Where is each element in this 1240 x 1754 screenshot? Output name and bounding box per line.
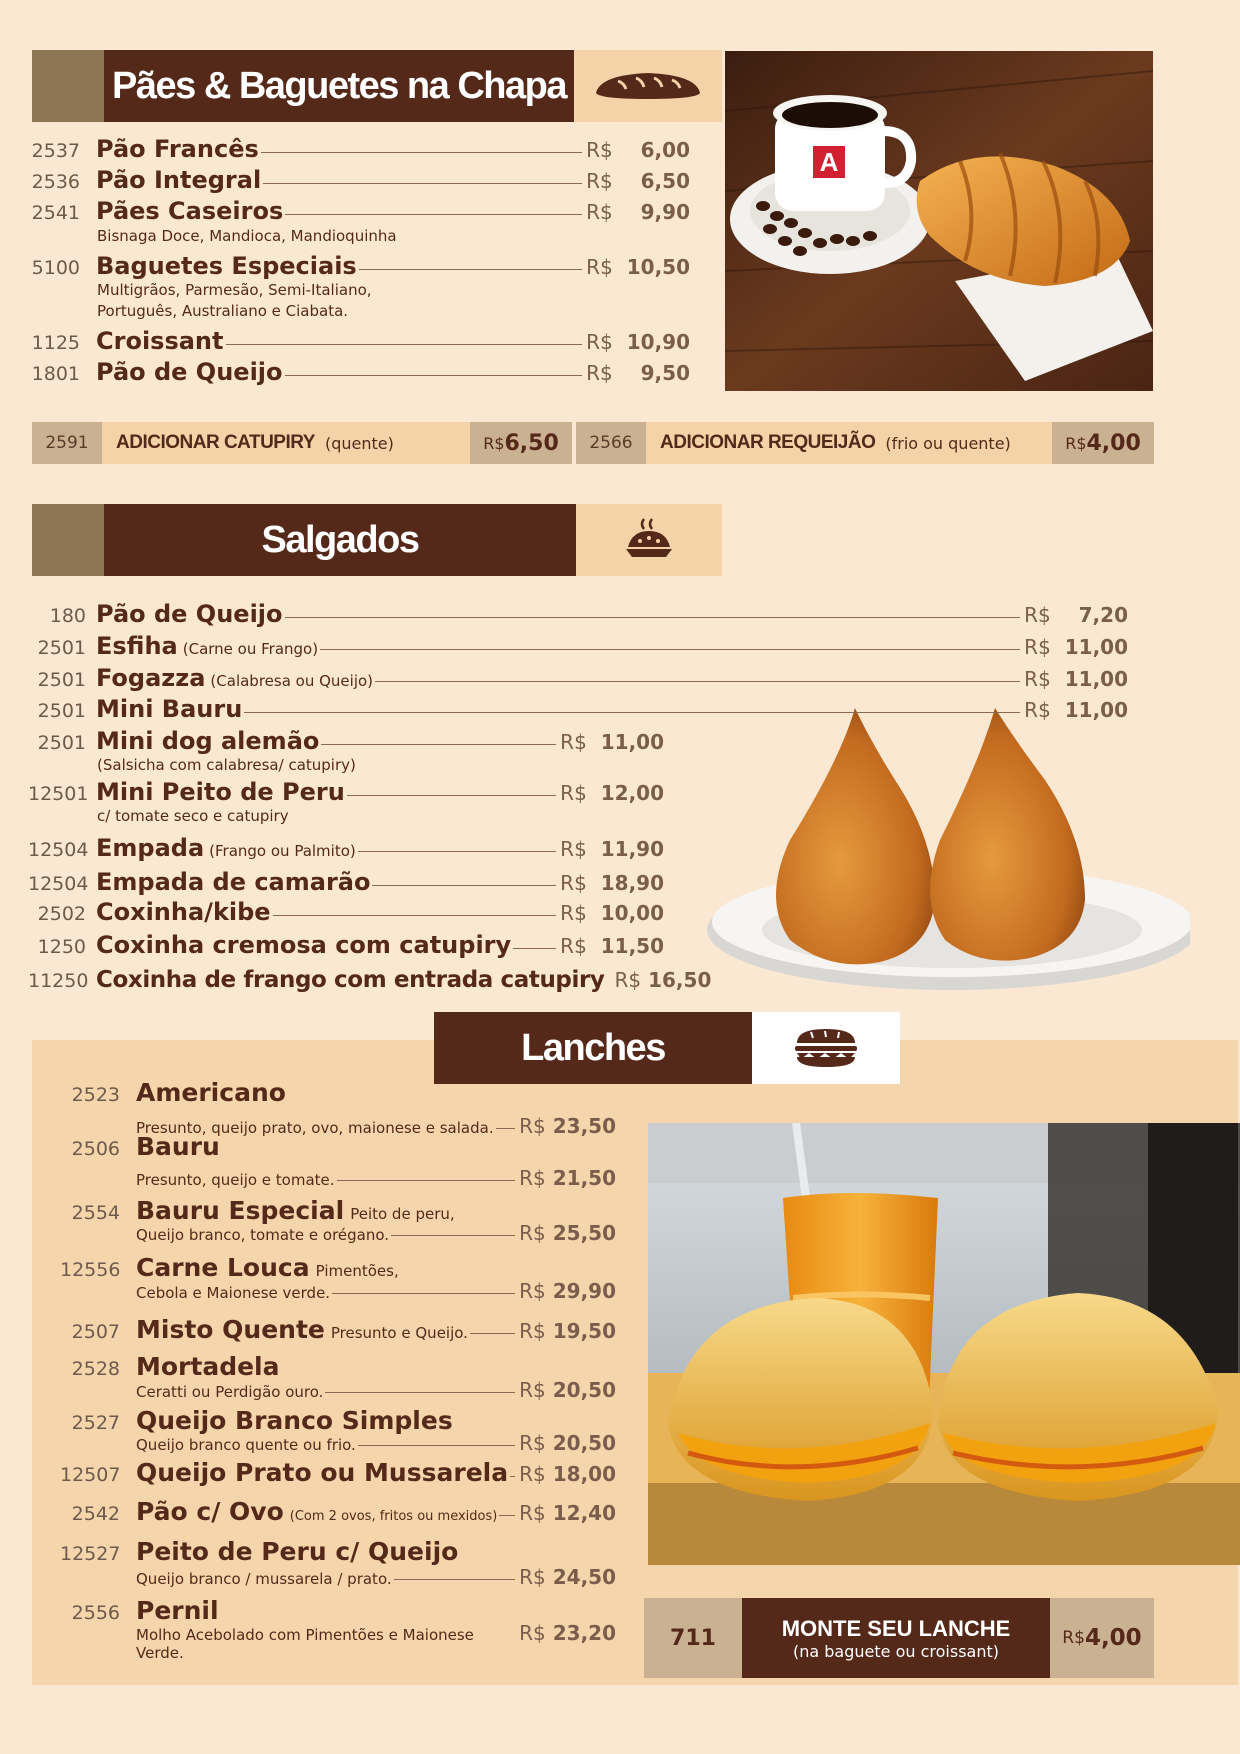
dot-leader <box>263 183 582 184</box>
menu-item-carne-louca <box>60 1253 399 1282</box>
pie-icon-box <box>576 504 722 576</box>
item-description: Queijo branco quente ou frio. <box>136 1436 356 1454</box>
dot-leader <box>285 214 582 215</box>
addon-code: 2591 <box>32 422 102 464</box>
item-code: 1250 <box>37 936 86 958</box>
section-title-paes: Pães & Baguetes na Chapa <box>104 50 574 122</box>
item-code: 2554 <box>71 1202 120 1224</box>
monte-title: MONTE SEU LANCHE <box>781 1615 1011 1641</box>
menu-item-baguetes-especiais <box>28 252 690 280</box>
item-name: Pernil <box>136 1596 219 1625</box>
item-name: Pães Caseiros <box>96 197 284 225</box>
menu-item-esfiha <box>28 632 1128 660</box>
item-name: Pão Integral <box>96 166 262 194</box>
menu-item-empada <box>28 834 664 862</box>
menu-item-bauru-especial-detail <box>136 1221 616 1245</box>
menu-item-mortadela <box>60 1352 280 1381</box>
item-price: R$ 7,20 <box>1024 603 1128 627</box>
item-code: 2501 <box>37 637 86 659</box>
item-name: Empada de camarão <box>96 868 371 896</box>
dot-leader <box>394 1579 516 1580</box>
coxinha-photo <box>690 700 1190 1012</box>
menu-item-pao-integral <box>28 166 690 194</box>
dot-leader <box>358 851 556 852</box>
menu-item-bauru-detail <box>136 1166 616 1190</box>
item-description: Presunto, queijo e tomate. <box>136 1171 335 1189</box>
menu-item-coxinha-frango <box>28 967 712 993</box>
addon-label: ADICIONAR CATUPIRY <box>116 432 315 453</box>
item-price: R$ 29,90 <box>519 1279 616 1303</box>
section-title-salgados: Salgados <box>104 504 576 576</box>
item-name: Peito de Peru c/ Queijo <box>136 1537 459 1566</box>
menu-item-pao-frances <box>28 135 690 163</box>
item-price: R$ 21,50 <box>519 1166 616 1190</box>
menu-item-queijo-prato <box>60 1458 616 1487</box>
dot-leader <box>496 1128 516 1129</box>
item-name: Carne Louca <box>136 1253 310 1282</box>
item-note: Pimentões, <box>315 1262 399 1280</box>
addon-note: (quente) <box>324 433 394 453</box>
item-name: Americano <box>136 1078 286 1107</box>
dot-leader <box>510 1476 515 1477</box>
item-name: Bauru <box>136 1132 220 1161</box>
menu-item-empada-camarao <box>28 868 664 896</box>
monte-code: 711 <box>644 1598 742 1678</box>
item-price: R$ 20,50 <box>519 1431 616 1455</box>
addon-label-box <box>102 422 470 464</box>
menu-item-coxinha-cremosa <box>28 931 664 959</box>
item-code: 2556 <box>71 1602 120 1624</box>
pie-icon <box>624 515 674 565</box>
menu-item-paes-caseiros <box>28 197 690 225</box>
item-price: R$ 20,50 <box>519 1378 616 1402</box>
dot-leader <box>285 375 583 376</box>
item-code: 2501 <box>37 732 86 754</box>
item-code: 2502 <box>37 903 86 925</box>
dot-leader <box>226 344 583 345</box>
item-name: Mini Bauru <box>96 695 243 723</box>
item-description: Queijo branco, tomate e orégano. <box>136 1226 390 1244</box>
menu-item-mini-dog <box>28 727 664 755</box>
item-code: 2541 <box>31 202 80 224</box>
menu-item-coxinha-kibe <box>28 898 664 926</box>
menu-item-croissant <box>28 327 690 355</box>
item-description: Português, Australiano e Ciabata. <box>97 302 349 320</box>
item-description: Multigrãos, Parmesão, Semi-Italiano, <box>97 281 372 299</box>
item-price: R$ 10,90 <box>586 330 690 354</box>
menu-item-pernil-detail <box>136 1621 616 1662</box>
item-price: R$ 9,50 <box>586 361 690 385</box>
dot-leader <box>321 744 556 745</box>
item-price: R$ 23,50 <box>519 1114 616 1138</box>
item-price: R$ 11,00 <box>1024 667 1128 691</box>
item-note: Peito de peru, <box>350 1205 455 1223</box>
item-code: 2527 <box>71 1412 120 1434</box>
item-name: Pão de Queijo <box>96 358 283 386</box>
item-price: R$ 11,50 <box>560 934 664 958</box>
item-price: R$ 10,00 <box>560 901 664 925</box>
dot-leader <box>391 1235 515 1236</box>
item-note: (Carne ou Frango) <box>182 640 319 658</box>
item-description: Queijo branco / mussarela / prato. <box>136 1570 392 1588</box>
menu-item-misto-quente <box>60 1315 616 1344</box>
item-name: Misto Quente <box>136 1315 325 1344</box>
item-code: 12507 <box>60 1464 121 1486</box>
item-name: Coxinha cremosa com catupiry <box>96 931 512 959</box>
dot-leader <box>513 948 556 949</box>
bread-icon <box>592 69 704 103</box>
item-name: Coxinha de frango com entrada catupiry <box>96 967 605 993</box>
dot-leader <box>358 1445 515 1446</box>
dot-leader <box>261 152 582 153</box>
item-price: R$ 9,90 <box>586 200 690 224</box>
addon-label: ADICIONAR REQUEIJÃO <box>660 432 876 453</box>
item-name: Coxinha/kibe <box>96 898 271 926</box>
item-description: Ceratti ou Perdigão ouro. <box>136 1383 324 1401</box>
item-code: 5100 <box>31 257 80 279</box>
dot-leader <box>244 712 1020 713</box>
item-price: R$ 11,00 <box>1024 698 1128 722</box>
coffee-croissant-photo <box>725 51 1153 391</box>
sandwich-icon <box>791 1027 861 1069</box>
item-name: Empada <box>96 834 205 862</box>
item-price: R$ 18,90 <box>560 871 664 895</box>
item-name: Esfiha <box>96 632 178 660</box>
item-name: Pão c/ Ovo <box>136 1497 284 1526</box>
dot-leader <box>359 269 582 270</box>
item-name: Bauru Especial <box>136 1196 345 1225</box>
item-code: 2537 <box>31 140 80 162</box>
item-code: 2506 <box>71 1138 120 1160</box>
item-code: 12527 <box>60 1543 121 1565</box>
item-name: Queijo Branco Simples <box>136 1406 453 1435</box>
item-price: R$ 11,90 <box>560 837 664 861</box>
section-accent <box>32 504 104 576</box>
item-name: Mini Peito de Peru <box>96 778 345 806</box>
bread-icon-box <box>574 50 722 122</box>
menu-item-pao-de-queijo <box>28 358 690 386</box>
item-price: R$ 11,00 <box>560 730 664 754</box>
menu-item-queijo-branco-detail <box>136 1431 616 1455</box>
menu-item-pao-ovo <box>60 1497 616 1526</box>
menu-item-pao-de-queijo <box>28 600 1128 628</box>
item-note: (Calabresa ou Queijo) <box>210 672 374 690</box>
sandwich-icon-box <box>752 1012 900 1084</box>
monte-subtitle: (na baguete ou croissant) <box>793 1641 999 1661</box>
addon-requeijao <box>576 422 1154 464</box>
item-code: 2523 <box>71 1084 120 1106</box>
dot-leader <box>347 795 556 796</box>
dot-leader <box>285 617 1021 618</box>
section-accent <box>32 50 104 122</box>
addon-code: 2566 <box>576 422 646 464</box>
dot-leader <box>337 1180 516 1181</box>
menu-item-mini-bauru <box>28 695 1128 723</box>
item-note: (Frango ou Palmito) <box>209 842 356 860</box>
item-note: (Com 2 ovos, fritos ou mexidos) <box>289 1509 498 1524</box>
item-name: Mini dog alemão <box>96 727 320 755</box>
monte-seu-lanche-box <box>644 1598 1154 1678</box>
addon-note: (frio ou quente) <box>885 433 1011 453</box>
cup-logo: A <box>819 147 839 177</box>
addon-price: R$ 4,00 <box>1052 422 1154 464</box>
addon-price: R$ 6,50 <box>470 422 572 464</box>
dot-leader <box>375 681 1020 682</box>
monte-price: R$ 4,00 <box>1050 1598 1154 1678</box>
dot-leader <box>470 1333 515 1334</box>
item-code: 12556 <box>60 1259 121 1281</box>
item-price: R$ 6,50 <box>586 169 690 193</box>
item-description: Bisnaga Doce, Mandioca, Mandioquinha <box>97 227 397 245</box>
item-code: 2528 <box>71 1358 120 1380</box>
section-title-lanches: Lanches <box>434 1012 752 1084</box>
item-code: 2501 <box>37 669 86 691</box>
item-name: Fogazza <box>96 664 206 692</box>
addon-label-box <box>646 422 1052 464</box>
dot-leader <box>332 1293 515 1294</box>
juice-sandwich-photo <box>648 1123 1240 1565</box>
menu-item-mini-peito-de-peru <box>28 778 664 806</box>
item-price: R$ 10,50 <box>586 255 690 279</box>
menu-item-fogazza <box>28 664 1128 692</box>
item-code: 180 <box>49 605 86 627</box>
item-name: Pão de Queijo <box>96 600 283 628</box>
item-price: R$ 12,40 <box>519 1501 616 1525</box>
menu-item-peito-peru-queijo <box>60 1537 458 1566</box>
item-description: (Salsicha com calabresa/ catupiry) <box>97 756 356 774</box>
item-code: 12504 <box>28 873 89 895</box>
addon-catupiry <box>32 422 572 464</box>
item-description: Cebola e Maionese verde. <box>136 1284 331 1302</box>
item-price: R$ 16,50 <box>614 968 712 992</box>
item-description: c/ tomate seco e catupiry <box>97 807 289 825</box>
item-name: Baguetes Especiais <box>96 252 357 280</box>
item-code: 12504 <box>28 839 89 861</box>
monte-label-box <box>742 1598 1050 1678</box>
item-price: R$ 24,50 <box>519 1565 616 1589</box>
item-price: R$ 12,00 <box>560 781 664 805</box>
item-name: Mortadela <box>136 1352 280 1381</box>
item-note: Presunto e Queijo. <box>330 1324 468 1342</box>
item-price: R$ 23,20 <box>519 1621 616 1645</box>
item-price: R$ 19,50 <box>519 1319 616 1343</box>
item-name: Queijo Prato ou Mussarela <box>136 1458 509 1487</box>
dot-leader <box>372 885 556 886</box>
item-code: 2507 <box>71 1321 120 1343</box>
menu-item-americano <box>60 1078 286 1107</box>
item-code: 2542 <box>71 1503 120 1525</box>
item-description: Molho Acebolado com Pimentões e Maionese Verde. <box>136 1626 474 1662</box>
item-price: R$ 25,50 <box>519 1221 616 1245</box>
menu-item-bauru <box>60 1132 220 1161</box>
dot-leader <box>320 649 1020 650</box>
menu-item-carne-louca-detail <box>136 1279 616 1303</box>
menu-item-peito-peru-detail <box>136 1565 616 1589</box>
item-code: 1125 <box>31 332 80 354</box>
item-name: Pão Francês <box>96 135 259 163</box>
item-code: 2536 <box>31 171 80 193</box>
dot-leader <box>499 1515 515 1516</box>
item-code: 12501 <box>28 783 89 805</box>
item-description: Presunto, queijo prato, ovo, maionese e salada. <box>136 1119 494 1137</box>
item-price: R$ 18,00 <box>519 1462 616 1486</box>
item-price: R$ 6,00 <box>586 138 690 162</box>
item-price: R$ 11,00 <box>1024 635 1128 659</box>
item-name: Croissant <box>96 327 224 355</box>
item-code: 1801 <box>31 363 80 385</box>
menu-item-mortadela-detail <box>136 1378 616 1402</box>
item-code: 11250 <box>28 970 89 992</box>
dot-leader <box>273 915 557 916</box>
dot-leader <box>325 1392 515 1393</box>
item-code: 2501 <box>37 700 86 722</box>
